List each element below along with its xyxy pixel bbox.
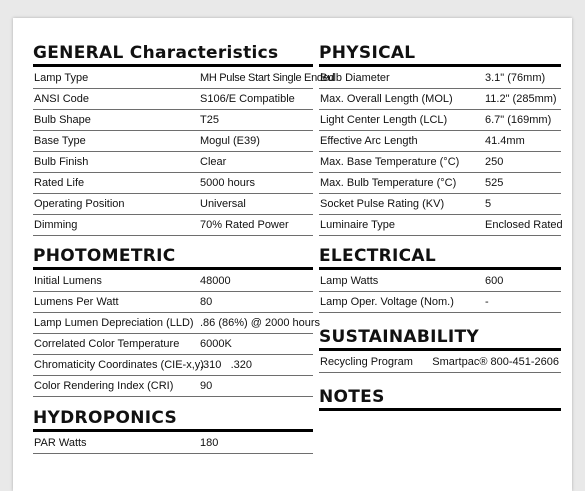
spec-value: S106/E Compatible	[200, 93, 295, 105]
spec-row	[33, 68, 335, 89]
notes-heading: NOTES	[319, 386, 561, 411]
spec-value: 70% Rated Power	[200, 219, 289, 231]
spec-value: 41.4mm	[485, 135, 525, 147]
hydroponics-section	[33, 407, 313, 454]
spec-label: Lamp Oper. Voltage (Nom.)	[320, 296, 454, 308]
spec-value: 6.7" (169mm)	[485, 114, 552, 126]
spec-value: Mogul (E39)	[200, 135, 260, 147]
spec-label: Bulb Finish	[34, 156, 89, 168]
spec-label: Effective Arc Length	[320, 135, 418, 147]
spec-row	[319, 292, 561, 313]
spec-row	[33, 152, 313, 173]
spec-label: Socket Pulse Rating (KV)	[320, 198, 445, 210]
spec-row	[319, 152, 561, 173]
spec-row	[33, 313, 321, 334]
spec-row	[33, 433, 313, 454]
spec-label: Light Center Length (LCL)	[320, 114, 448, 126]
spec-value: 11.2" (285mm)	[485, 93, 557, 105]
spec-label: Bulb Shape	[34, 114, 91, 126]
spec-label: Initial Lumens	[34, 275, 102, 287]
spec-value: MH Pulse Start Single Ended	[200, 72, 335, 84]
spec-value: .86 (86%) @ 2000 hours	[200, 317, 321, 329]
spec-label: Recycling Program	[320, 356, 413, 368]
spec-label: Max. Overall Length (MOL)	[320, 93, 453, 105]
spec-label: Max. Bulb Temperature (°C)	[320, 177, 457, 189]
hydroponics-heading: HYDROPONICS	[33, 407, 313, 432]
spec-row	[33, 355, 313, 376]
spec-label: Base Type	[34, 135, 86, 147]
spec-row	[33, 334, 313, 355]
spec-label: Lamp Lumen Depreciation (LLD)	[34, 317, 194, 329]
notes-section	[319, 386, 561, 412]
spec-row	[33, 271, 313, 292]
general-heading: GENERAL Characteristics	[33, 42, 313, 67]
spec-value: 80	[200, 296, 213, 308]
spec-row	[33, 376, 313, 397]
spec-label: Dimming	[34, 219, 78, 231]
spec-label: Operating Position	[34, 198, 125, 210]
spec-row	[33, 173, 313, 194]
spec-row	[33, 215, 313, 236]
spec-value: Smartpac® 800-451-2606	[432, 356, 559, 368]
spec-label: PAR Watts	[34, 437, 87, 449]
spec-row	[33, 292, 313, 313]
spec-label: Bulb Diameter	[320, 72, 390, 84]
spec-row	[319, 271, 561, 292]
spec-value: -	[485, 296, 489, 308]
sustainability-heading: SUSTAINABILITY	[319, 326, 561, 351]
spec-value: .310 .320	[200, 359, 252, 371]
general-section	[33, 42, 335, 236]
spec-label: Lumens Per Watt	[34, 296, 119, 308]
spec-row	[319, 110, 561, 131]
spec-label: Lamp Type	[34, 72, 89, 84]
spec-value: T25	[200, 114, 219, 126]
spec-value: 180	[200, 437, 219, 449]
physical-section	[319, 42, 561, 236]
spec-value: 90	[200, 380, 213, 392]
spec-row	[319, 194, 561, 215]
spec-label: Lamp Watts	[320, 275, 379, 287]
spec-label: ANSI Code	[34, 93, 90, 105]
spec-label: Color Rendering Index (CRI)	[34, 380, 174, 392]
spec-value: Universal	[200, 198, 246, 210]
spec-label: Correlated Color Temperature	[34, 338, 180, 350]
spec-value: 600	[485, 275, 504, 287]
spec-row	[33, 89, 313, 110]
spec-label: Max. Base Temperature (°C)	[320, 156, 460, 168]
photometric-section	[33, 245, 321, 397]
spec-row	[319, 89, 561, 110]
sustainability-section	[319, 326, 561, 373]
spec-value: 5000 hours	[200, 177, 256, 189]
spec-row	[319, 131, 561, 152]
spec-sheet	[13, 18, 572, 491]
spec-value: Clear	[200, 156, 227, 168]
physical-heading: PHYSICAL	[319, 42, 561, 67]
spec-value: 3.1" (76mm)	[485, 72, 546, 84]
spec-label: Chromaticity Coordinates (CIE-x,y)	[34, 359, 204, 371]
spec-label: Rated Life	[34, 177, 85, 189]
spec-value: 6000K	[200, 338, 232, 350]
spec-value: 525	[485, 177, 504, 189]
spec-row	[319, 352, 561, 373]
spec-value: Enclosed Rated	[485, 219, 563, 231]
spec-row	[319, 68, 561, 89]
spec-row	[33, 194, 313, 215]
spec-label: Luminaire Type	[320, 219, 396, 231]
electrical-section	[319, 245, 561, 313]
spec-row	[319, 215, 561, 236]
electrical-heading: ELECTRICAL	[319, 245, 561, 270]
spec-value: 48000	[200, 275, 231, 287]
spec-value: 250	[485, 156, 504, 168]
spec-value: 5	[485, 198, 492, 210]
spec-row	[33, 110, 313, 131]
spec-row	[319, 173, 561, 194]
photometric-heading: PHOTOMETRIC	[33, 245, 313, 270]
spec-row	[33, 131, 313, 152]
